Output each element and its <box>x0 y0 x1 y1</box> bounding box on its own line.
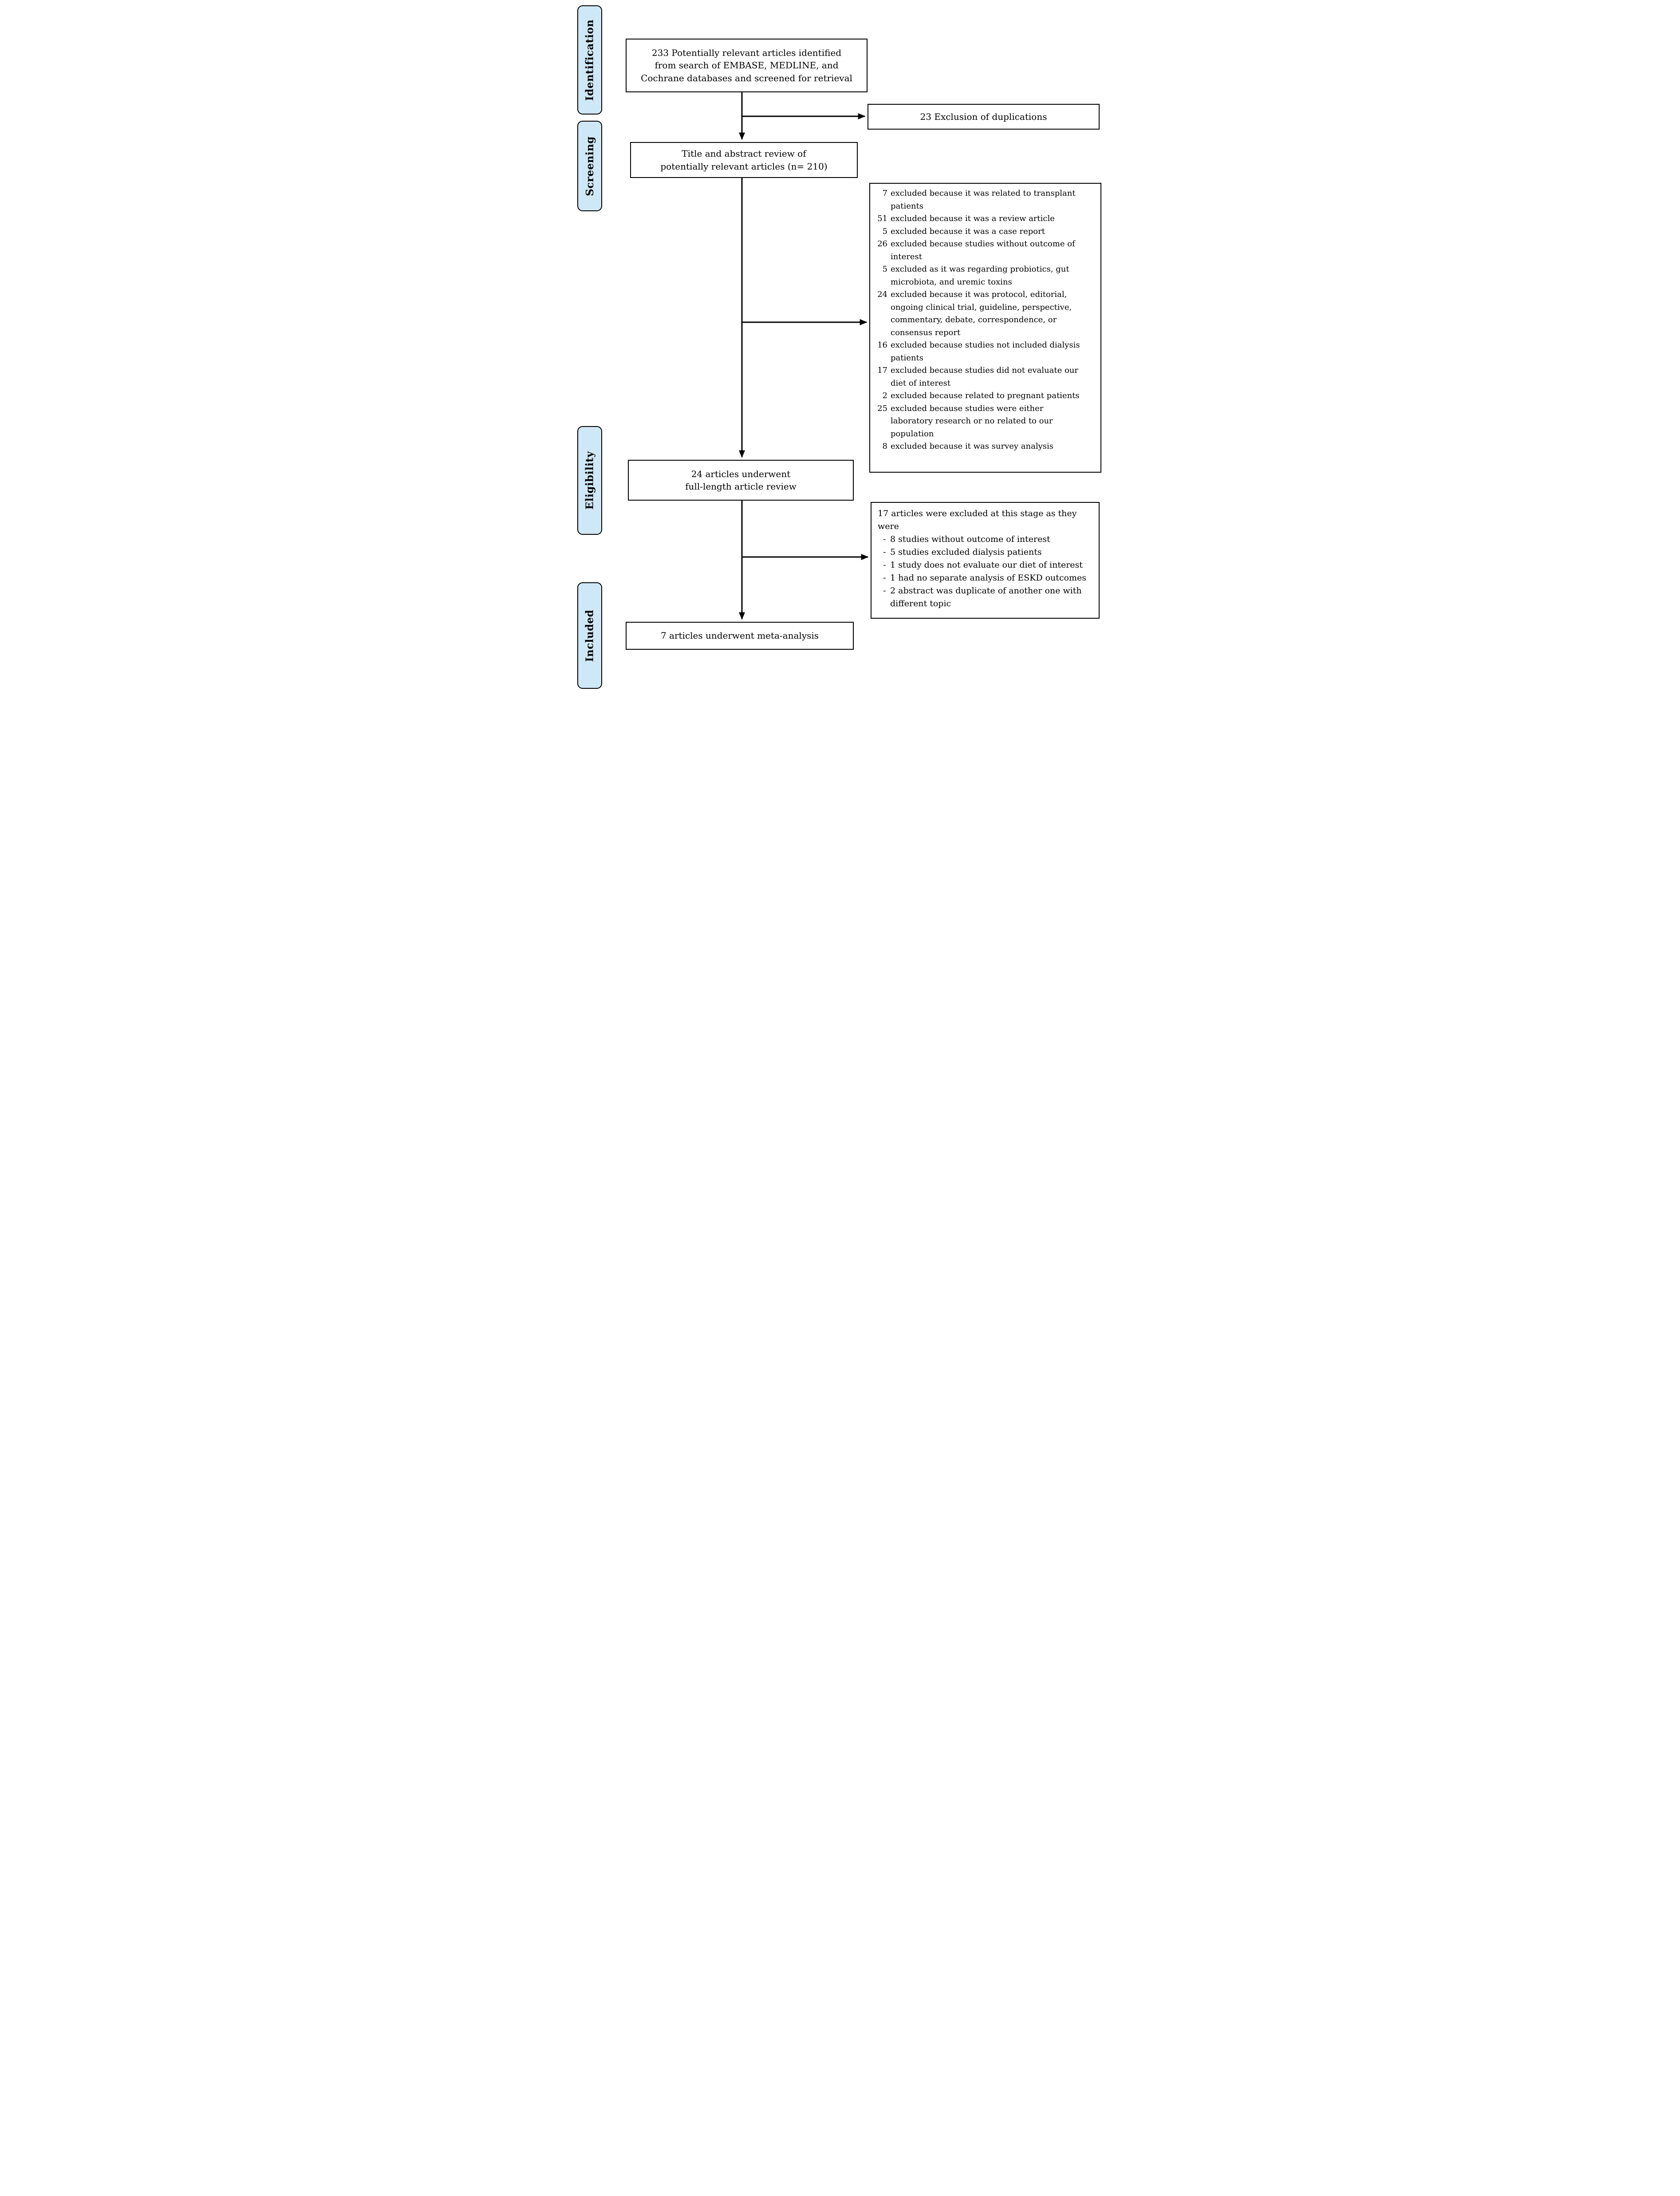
box-meta-analysis <box>626 622 854 650</box>
screening-exclusion-item <box>875 238 1088 263</box>
exclusion-text: excluded because studies were either laboratory research or no related to our population <box>891 403 1053 438</box>
box-identified-line2: from search of EMBASE, MEDLINE, and <box>655 60 839 71</box>
eligibility-exclusion-item <box>878 585 1092 610</box>
exclusion-text: 2 abstract was duplicate of another one with different topic <box>890 586 1082 608</box>
box-eligibility-exclusions <box>871 502 1100 619</box>
exclusion-text: excluded because it was survey analysis <box>891 442 1054 451</box>
box-identified-line3: Cochrane databases and screened for retrieval <box>641 72 852 83</box>
eligibility-exclusion-item <box>878 559 1092 572</box>
exclusion-text: excluded because it was a case report <box>891 226 1045 236</box>
exclusion-text: excluded because studies not included dialysis patients <box>891 340 1080 363</box>
exclusion-dash: - <box>883 586 886 596</box>
box-identified <box>626 39 868 92</box>
box-title-abstract-line2: potentially relevant articles (n= 210) <box>660 161 828 172</box>
stage-identification <box>577 5 602 115</box>
exclusion-text: excluded because studies without outcome of interest <box>891 239 1075 261</box>
screening-exclusion-item <box>875 225 1088 238</box>
exclusion-text: excluded because related to pregnant patients <box>891 391 1080 400</box>
screening-exclusion-item <box>875 364 1088 390</box>
stage-screening <box>577 121 602 211</box>
screening-exclusion-item <box>875 263 1088 288</box>
exclusion-count: 26 <box>877 239 887 249</box>
exclusion-count: 7 <box>882 189 887 198</box>
exclusion-dash: - <box>883 573 886 583</box>
exclusion-text: 5 studies excluded dialysis patients <box>890 547 1042 557</box>
exclusion-text: 1 study does not evaluate our diet of interest <box>890 560 1083 570</box>
exclusion-text: excluded because studies did not evaluate our diet of interest <box>891 366 1078 388</box>
box-duplications <box>868 104 1100 130</box>
box-title-abstract-line1: Title and abstract review of <box>682 148 806 159</box>
eligibility-exclusion-item <box>878 572 1092 585</box>
stage-identification-label: Identification <box>584 19 596 101</box>
box-full-length-line2: full-length article review <box>685 481 797 492</box>
box-screening-exclusions <box>869 183 1101 473</box>
exclusion-dash: - <box>883 547 886 557</box>
exclusion-count: 17 <box>877 366 887 375</box>
screening-exclusion-item <box>875 440 1088 453</box>
exclusion-text: excluded because it was related to transplant patients <box>891 189 1076 211</box>
exclusion-count: 16 <box>877 340 887 350</box>
exclusion-dash: - <box>883 560 886 570</box>
eligibility-exclusion-item <box>878 533 1092 546</box>
exclusion-text: 8 studies without outcome of interest <box>890 534 1050 544</box>
screening-exclusion-item <box>875 339 1088 364</box>
exclusion-text: excluded because it was protocol, editorial, ongoing clinical trial, guideline, perspective, commentary, debate, correspondence, or consensus report <box>891 290 1072 337</box>
exclusion-count: 51 <box>877 214 887 223</box>
exclusion-text: 1 had no separate analysis of ESKD outcomes <box>890 573 1087 583</box>
exclusion-count: 25 <box>877 403 887 413</box>
stage-included-label: Included <box>584 609 596 662</box>
prisma-flow-diagram <box>574 0 1106 696</box>
box-full-length-line1: 24 articles underwent <box>691 468 791 479</box>
exclusion-text: excluded as it was regarding probiotics, gut microbiota, and uremic toxins <box>891 265 1069 287</box>
exclusion-count: 5 <box>882 226 887 236</box>
stage-screening-label: Screening <box>584 136 596 196</box>
screening-exclusion-item <box>875 390 1088 403</box>
eligibility-exclusions-heading: 17 articles were excluded at this stage as they were <box>878 509 1077 531</box>
box-full-length-review <box>628 460 854 501</box>
exclusion-count: 24 <box>877 290 887 299</box>
exclusion-dash: - <box>883 534 886 544</box>
exclusion-count: 8 <box>882 442 887 451</box>
box-title-abstract-review <box>630 142 858 178</box>
screening-exclusion-item <box>875 288 1088 339</box>
box-identified-line1: 233 Potentially relevant articles identified <box>651 47 842 58</box>
exclusion-count: 2 <box>882 391 887 400</box>
eligibility-exclusion-item <box>878 546 1092 559</box>
box-meta-analysis-text: 7 articles underwent meta-analysis <box>660 630 819 641</box>
stage-eligibility-label: Eligibility <box>584 451 596 510</box>
stage-included <box>577 582 602 689</box>
exclusion-text: excluded because it was a review article <box>891 214 1055 223</box>
screening-exclusion-item <box>875 213 1088 225</box>
screening-exclusion-item <box>875 187 1088 213</box>
exclusion-count: 5 <box>882 265 887 274</box>
screening-exclusion-item <box>875 403 1088 441</box>
stage-eligibility <box>577 426 602 535</box>
box-duplications-text: 23 Exclusion of duplications <box>920 111 1047 122</box>
